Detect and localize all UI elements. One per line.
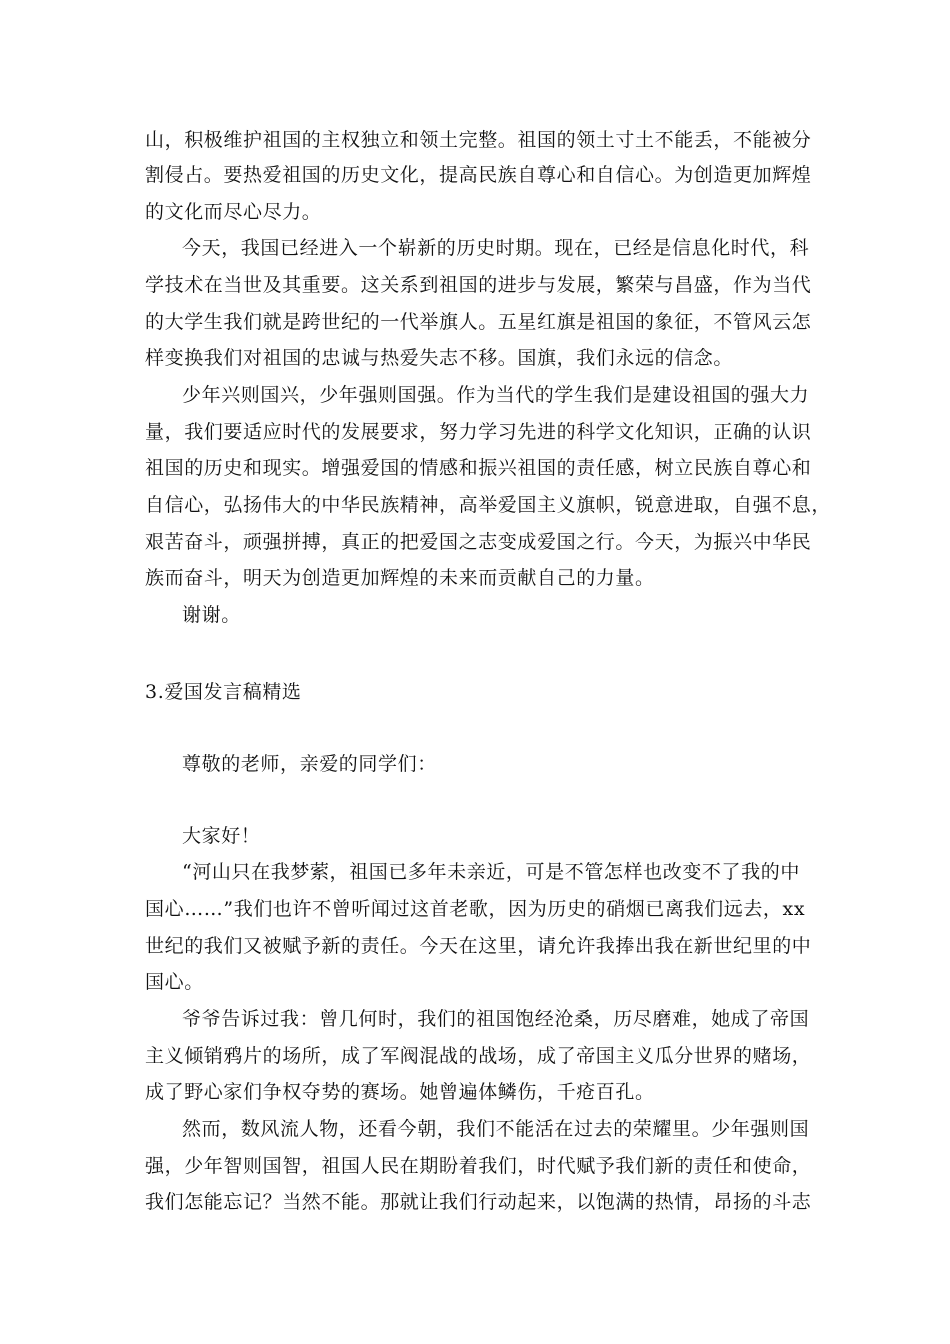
paragraph-line: 量，我们要适应时代的发展要求，努力学习先进的科学文化知识，正确的认识: [145, 421, 812, 443]
paragraph-line: 今天，我国已经进入一个崭新的历史时期。现在，已经是信息化时代，科: [182, 237, 810, 259]
paragraph-line: 国心。: [145, 971, 204, 993]
paragraph-line: 强，少年智则国智，祖国人民在期盼着我们，时代赋予我们新的责任和使命，: [145, 1155, 812, 1177]
paragraph-line: 的大学生我们就是跨世纪的一代举旗人。五星红旗是祖国的象征，不管风云怎: [145, 311, 812, 333]
paragraph-line: 艰苦奋斗，顽强拼搏，真正的把爱国之志变成爱国之行。今天，为振兴中华民: [145, 531, 812, 553]
paragraph-line: 国心……”我们也许不曾听闻过这首老歌，因为历史的硝烟已离我们远去，xx: [145, 898, 806, 920]
paragraph-line: 割侵占。要热爱祖国的历史文化，提高民族自尊心和自信心。为创造更加辉煌: [145, 164, 812, 186]
closing-line: 谢谢。: [182, 604, 241, 626]
section-heading: 3.爱国发言稿精选: [145, 681, 302, 703]
paragraph-line: 主义倾销鸦片的场所，成了军阀混战的战场，成了帝国主义瓜分世界的赌场，: [145, 1045, 812, 1067]
paragraph-line: 成了野心家们争权夺势的赛场。她曾遍体鳞伤，千疮百孔。: [145, 1081, 655, 1103]
paragraph-line: “河山只在我梦萦，祖国已多年未亲近，可是不管怎样也改变不了我的中: [182, 861, 800, 883]
paragraph-line: 的文化而尽心尽力。: [145, 201, 322, 223]
paragraph-line: 我们怎能忘记？当然不能。那就让我们行动起来，以饱满的热情，昂扬的斗志: [145, 1191, 812, 1213]
paragraph-line: 自信心，弘扬伟大的中华民族精神，高举爱国主义旗帜，锐意进取，自强不息，: [145, 494, 832, 516]
greeting: 大家好！: [182, 825, 261, 847]
paragraph-line: 学技术在当世及其重要。这关系到祖国的进步与发展，繁荣与昌盛，作为当代: [145, 274, 812, 296]
paragraph-line: 山，积极维护祖国的主权独立和领土完整。祖国的领土寸土不能丢，不能被分: [145, 129, 812, 151]
paragraph-line: 少年兴则国兴，少年强则国强。作为当代的学生我们是建设祖国的强大力: [182, 384, 810, 406]
paragraph-line: 样变换我们对祖国的忠诚与热爱失志不移。国旗，我们永远的信念。: [145, 347, 734, 369]
paragraph-line: 然而，数风流人物，还看今朝，我们不能活在过去的荣耀里。少年强则国: [182, 1118, 810, 1140]
paragraph-line: 祖国的历史和现实。增强爱国的情感和振兴祖国的责任感，树立民族自尊心和: [145, 457, 812, 479]
salutation: 尊敬的老师，亲爱的同学们：: [182, 753, 437, 775]
paragraph-line: 族而奋斗，明天为创造更加辉煌的未来而贡献自己的力量。: [145, 567, 655, 589]
paragraph-line: 爷爷告诉过我：曾几何时，我们的祖国饱经沧桑，历尽磨难，她成了帝国: [182, 1008, 810, 1030]
paragraph-line: 世纪的我们又被赋予新的责任。今天在这里，请允许我捧出我在新世纪里的中: [145, 935, 812, 957]
